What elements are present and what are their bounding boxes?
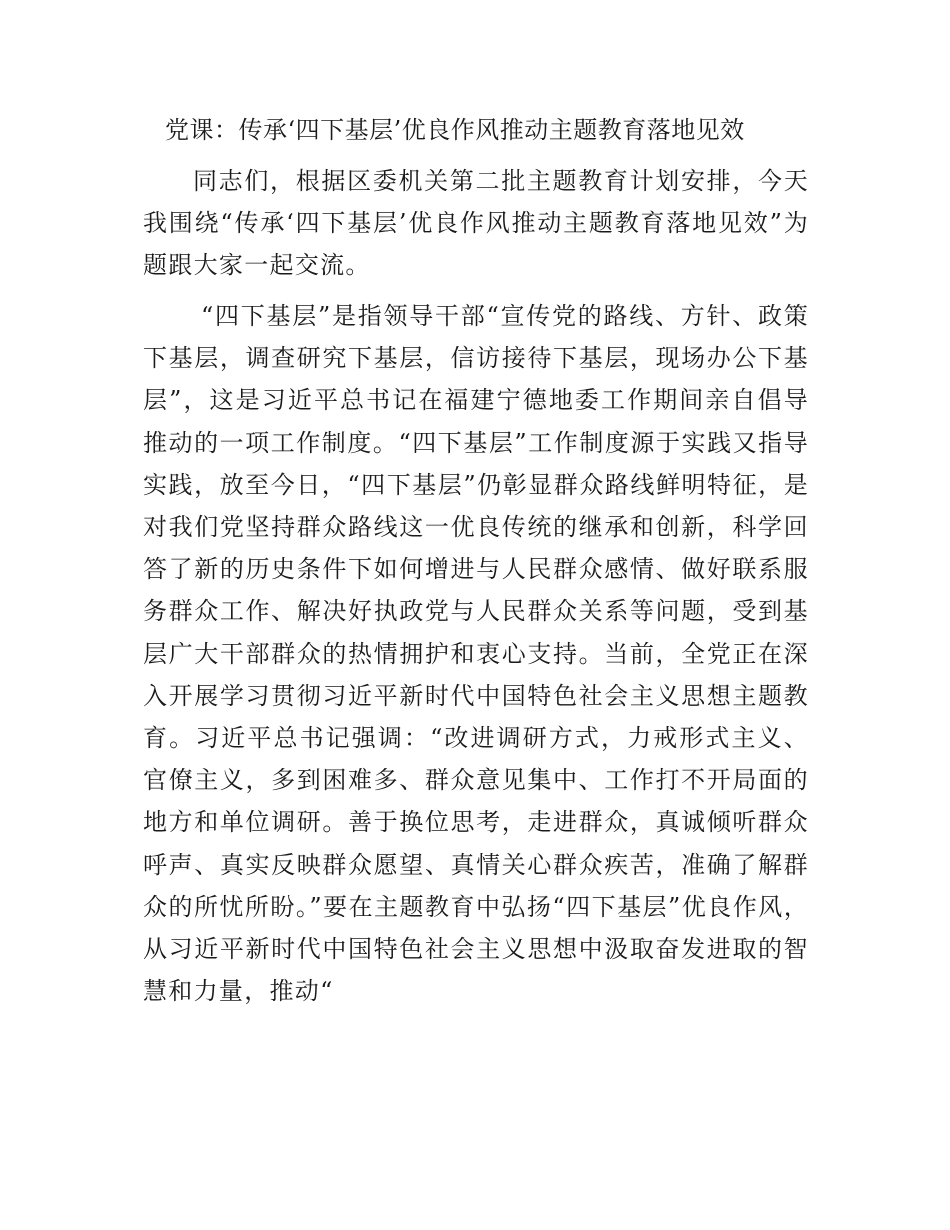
paragraph-opening: 同志们，根据区委机关第二批主题教育计划安排，今天我围绕“传承‘四下基层’优良作风推动主题教育落地见效”为题跟大家一起交流。: [143, 167, 809, 280]
document-title: 党课：传承‘四下基层’优良作风推动主题教育落地见效: [165, 116, 745, 144]
paragraph-four-grassroots: “四下基层”是指领导干部“宣传党的路线、方针、政策下基层，调查研究下基层，信访接待下基层，现场办公下基层”，这是习近平总书记在福建宁德地委工作期间亲自倡导推动的一项工作制度。“四下基层”工作制度源于实践又指导实践，放至今日，“四下基层”仍彰显群众路线鲜明特征，是对我们党坚持群众路线这一优良传统的继承和创新，科学回答了新的历史条件下如何增进与人民群众感情、做好联系服务群众工作、解决好执政党与人民群众关系等问题，受到基层广大干部群众的热情拥护和衷心支持。当前，全党正在深入开展学习贯彻习近平新时代中国特色社会主义思想主题教育。习近平总书记强调：“改进调研方式，力戒形式主义、官僚主义，多到困难多、群众意见集中、工作打不开局面的地方和单位调研。善于换位思考，走进群众，真诚倾听群众呼声、真实反映群众愿望、真情关心群众疾苦，准确了解群众的所忧所盼。”要在主题教育中弘扬“四下基层”优良作风，从习近平新时代中国特色社会主义思想中汲取奋发进取的智慧和力量，推动“: [143, 302, 809, 1006]
